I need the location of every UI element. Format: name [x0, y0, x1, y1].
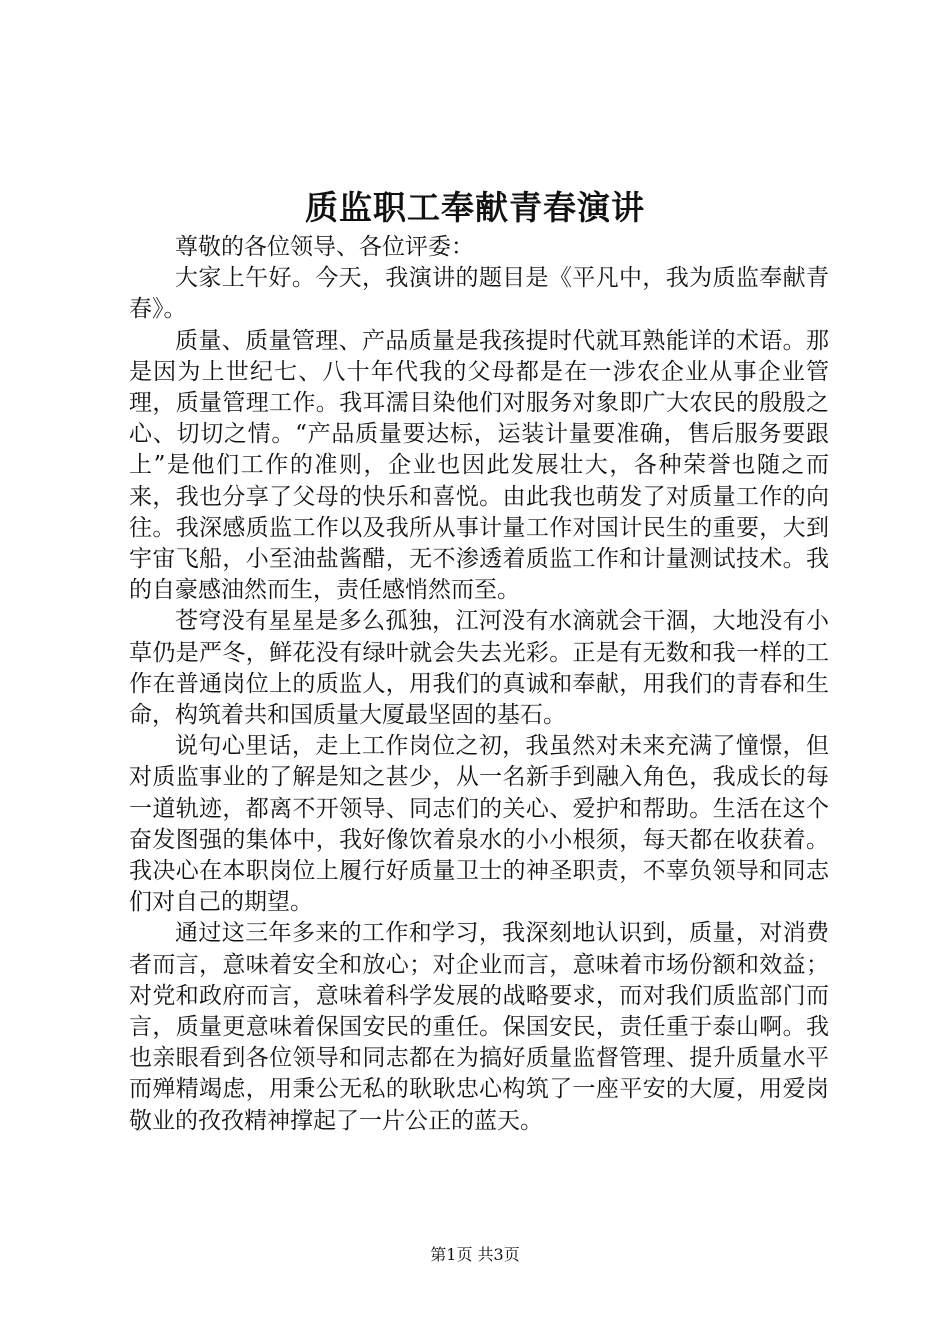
paragraph-responsibility: 通过这三年多来的工作和学习，我深刻地认识到，质量，对消费者而言，意味着安全和放心；对企业而言，意味着市场份额和效益；对党和政府而言，意味着科学发展的战略要求，而对我们质监部门而言，质量更意味着保国安民的重任。保国安民，责任重于泰山啊。我也亲眼看到各位领导和同志都在为搞好质量监督管理、提升质量水平而殚精竭虑，用秉公无私的耿耿忠心构筑了一座平安的大厦，用爱岗敬业的孜孜精神撑起了一片公正的蓝天。 [129, 920, 829, 1134]
paragraph-salutation: 尊敬的各位领导、各位评委： [175, 234, 474, 260]
paragraph-growth: 说句心里话，走上工作岗位之初，我虽然对未来充满了憧憬，但对质监事业的了解是知之甚少，从一名新手到融入角色，我成长的每一道轨迹，都离不开领导、同志们的关心、爱护和帮助。生活在这个奋发图强的集体中，我好像饮着泉水的小小根须，每天都在收获着。我决心在本职岗位上履行好质量卫士的神圣职责，不辜负领导和同志们对自己的期望。 [129, 733, 829, 916]
document-body [129, 232, 829, 1137]
page-footer: 第1页 共3页 [430, 1245, 520, 1264]
paragraph-metaphor: 苍穹没有星星是多么孤独，江河没有水滴就会干涸，大地没有小草仍是严冬，鲜花没有绿叶就会失去光彩。正是有无数和我一样的工作在普通岗位上的质监人，用我们的真诚和奉献，用我们的青春和生命，构筑着共和国质量大厦最坚固的基石。 [129, 608, 829, 729]
paragraph-greeting: 大家上午好。今天，我演讲的题目是《平凡中，我为质监奉献青春》。 [129, 265, 829, 323]
document-title: 质监职工奉献青春演讲 [305, 188, 645, 227]
paragraph-quality-background: 质量、质量管理、产品质量是我孩提时代就耳熟能详的术语。那是因为上世纪七、八十年代我的父母都是在一涉农企业从事企业管理，质量管理工作。我耳濡目染他们对服务对象即广大农民的殷殷之心、切切之情。“产品质量要达标，运装计量要准确，售后服务要跟上”是他们工作的准则，企业也因此发展壮大，各种荣誉也随之而来，我也分享了父母的快乐和喜悦。由此我也萌发了对质量工作的向往。我深感质监工作以及我所从事计量工作对国计民生的重要，大到宇宙飞船，小至油盐酱醋，无不渗透着质监工作和计量测试技术。我的自豪感油然而生，责任感悄然而至。 [129, 327, 829, 604]
